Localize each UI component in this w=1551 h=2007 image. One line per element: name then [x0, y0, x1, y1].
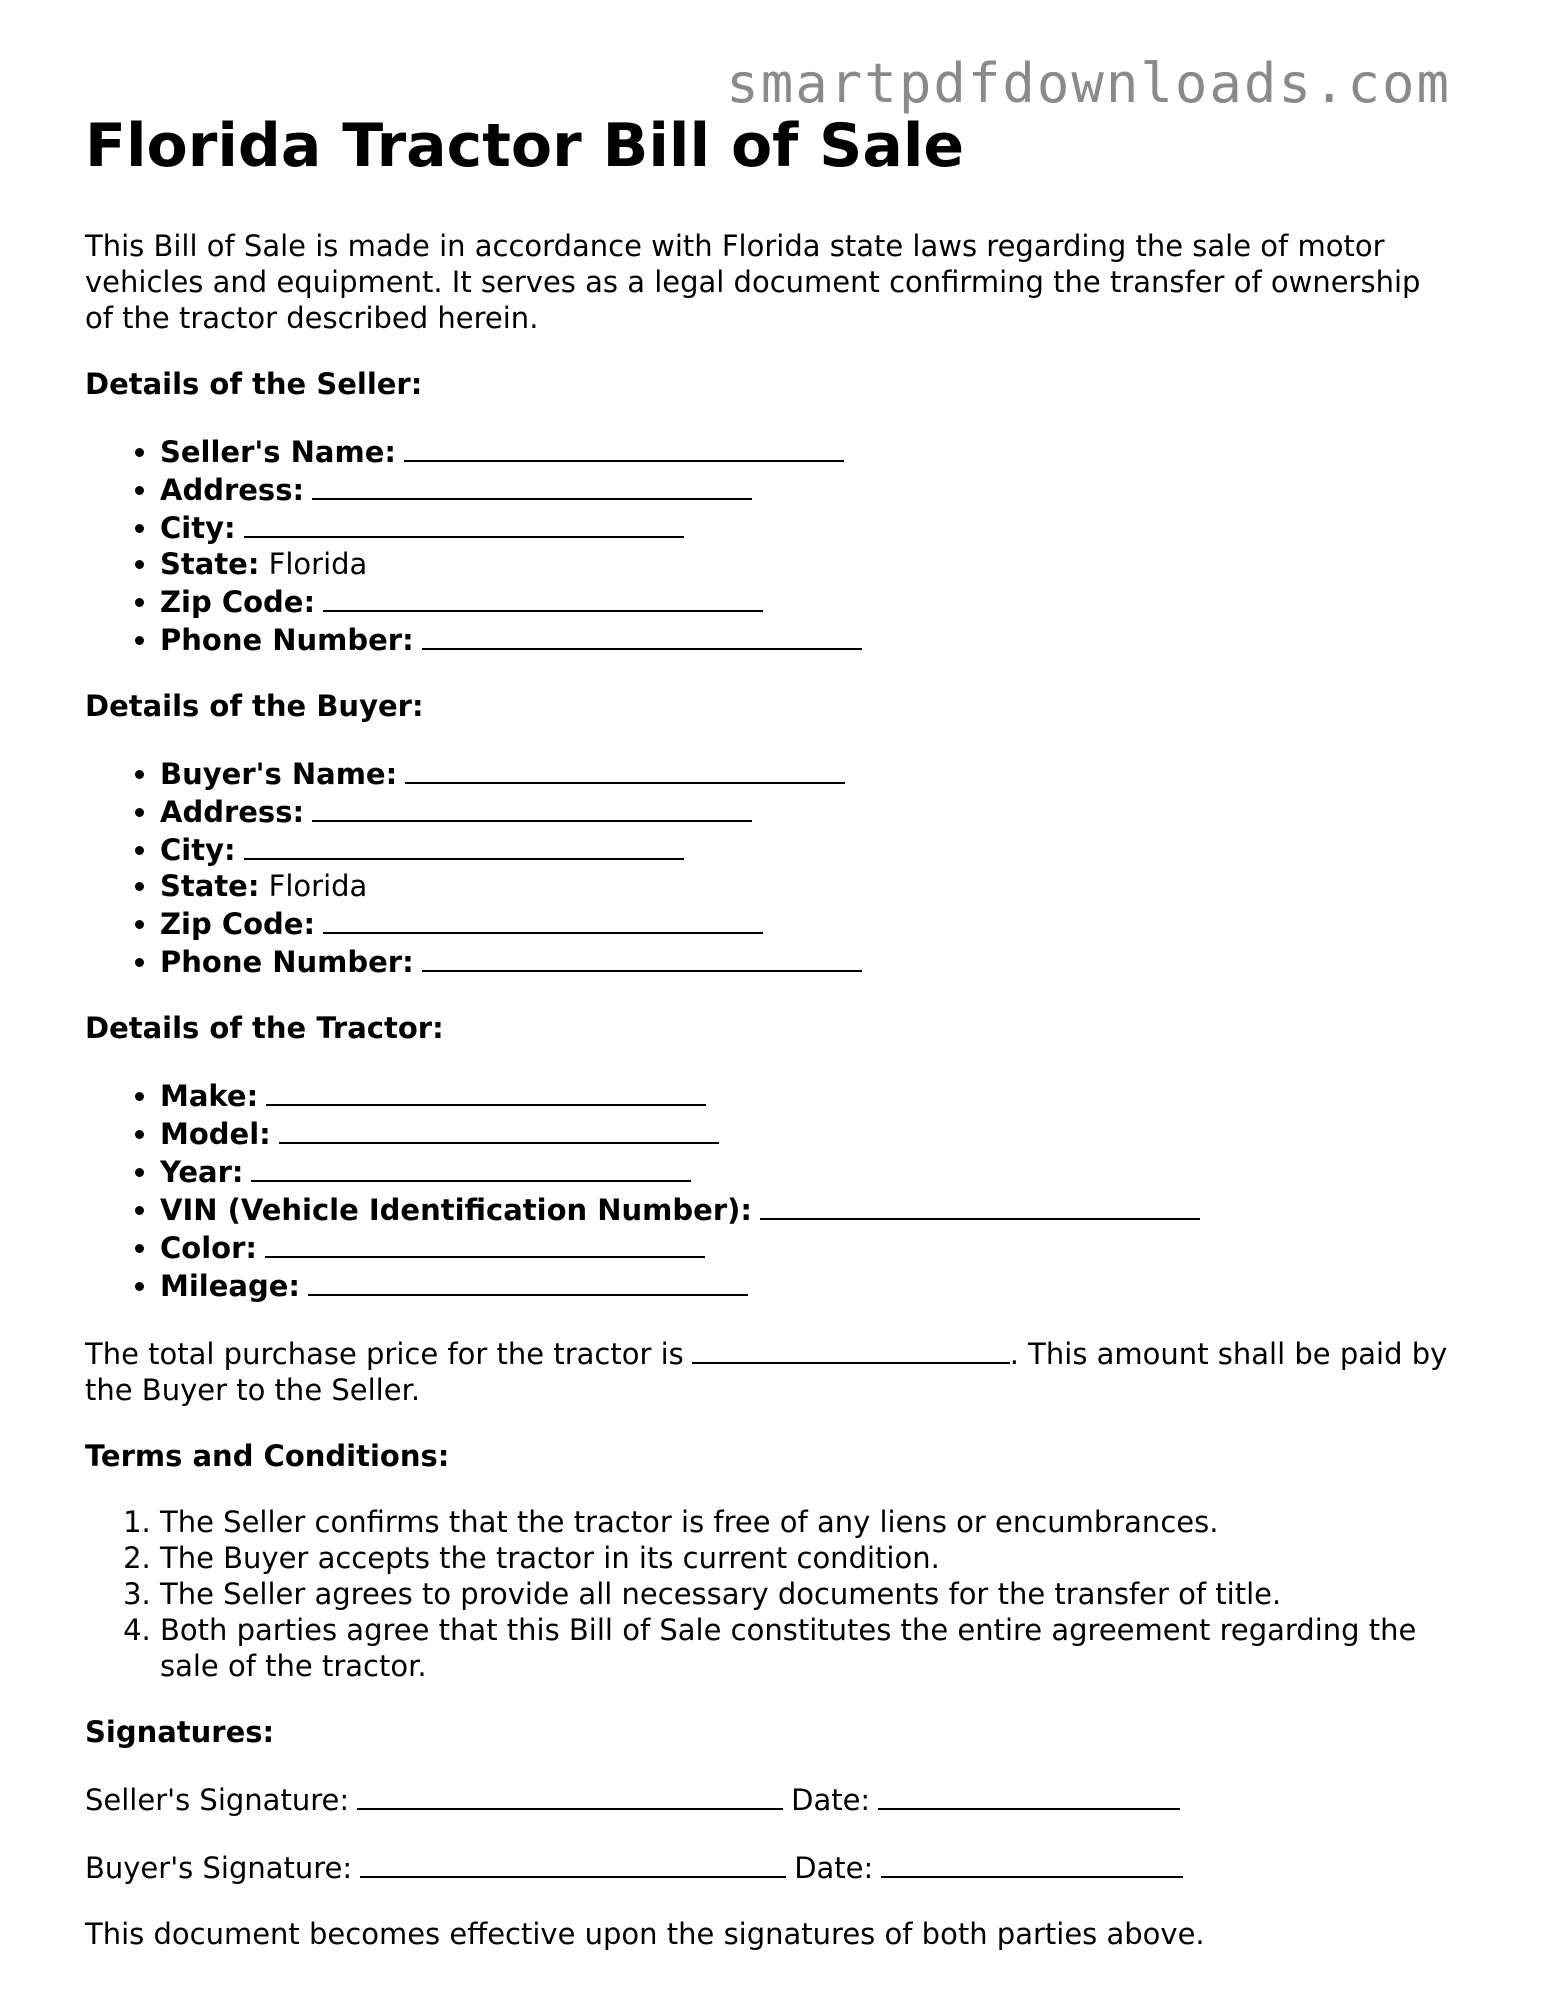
tractor-make-label: Make:: [160, 1079, 259, 1113]
tractor-vin-field[interactable]: [760, 1190, 1200, 1220]
seller-address-field[interactable]: [312, 470, 752, 500]
list-item: [160, 546, 1465, 582]
buyer-city-label: City:: [160, 833, 236, 867]
tractor-year-field[interactable]: [251, 1152, 691, 1182]
tractor-color-label: Color:: [160, 1231, 257, 1265]
list-item: [160, 1114, 1465, 1152]
intro-paragraph: This Bill of Sale is made in accordance with Florida state laws regarding the sale of motor vehicles and equipment. It serves as a legal document confirming the transfer of ownership of the tractor described herein.: [85, 229, 1421, 335]
seller-state-value: Florida: [268, 547, 368, 581]
seller-details-list: [85, 432, 1465, 658]
buyer-section-heading: Details of the Buyer:: [85, 689, 424, 723]
buyer-signature-line: [85, 1848, 1465, 1886]
terms-section-heading: Terms and Conditions:: [85, 1439, 450, 1473]
seller-zip-label: Zip Code:: [160, 585, 316, 619]
purchase-price-paragraph: [85, 1334, 1455, 1408]
buyer-signature-label: Buyer's Signature:: [85, 1851, 353, 1885]
tractor-color-field[interactable]: [265, 1228, 705, 1258]
buyer-zip-field[interactable]: [323, 904, 763, 934]
buyer-state-label: State:: [160, 869, 260, 903]
list-item: 1. The Seller confirms that the tractor is free of any liens or encumbrances.: [160, 1504, 1465, 1540]
buyer-state-value: Florida: [268, 869, 368, 903]
terms-list: [85, 1504, 1465, 1684]
price-text-before: The total purchase price for the tractor is: [85, 1337, 684, 1371]
list-item: [160, 1076, 1465, 1114]
buyer-phone-label: Phone Number:: [160, 945, 414, 979]
list-item: [160, 754, 1465, 792]
seller-date-label: Date:: [791, 1783, 871, 1817]
document-title: Florida Tractor Bill of Sale: [85, 111, 965, 181]
signatures-section-heading: Signatures:: [85, 1715, 275, 1749]
list-item: 4. Both parties agree that this Bill of Sale constitutes the entire agreement regarding the sale of the tractor.: [160, 1612, 1465, 1684]
list-item: [160, 582, 1465, 620]
seller-signature-label: Seller's Signature:: [85, 1783, 350, 1817]
seller-city-label: City:: [160, 511, 236, 545]
list-item: [160, 1228, 1465, 1266]
seller-phone-label: Phone Number:: [160, 623, 414, 657]
tractor-section-heading: Details of the Tractor:: [85, 1011, 444, 1045]
list-item: [160, 620, 1465, 658]
tractor-details-list: [85, 1076, 1465, 1304]
seller-zip-field[interactable]: [323, 582, 763, 612]
buyer-city-field[interactable]: [244, 830, 684, 860]
seller-city-field[interactable]: [244, 508, 684, 538]
seller-section-heading: Details of the Seller:: [85, 367, 423, 401]
buyer-date-label: Date:: [794, 1851, 874, 1885]
seller-name-label: Seller's Name:: [160, 435, 396, 469]
buyer-zip-label: Zip Code:: [160, 907, 316, 941]
tractor-vin-label: VIN (Vehicle Identification Number):: [160, 1193, 752, 1227]
seller-date-field[interactable]: [878, 1780, 1180, 1810]
list-item: [160, 432, 1465, 470]
closing-statement: This document becomes effective upon the signatures of both parties above.: [85, 1917, 1205, 1951]
seller-phone-field[interactable]: [422, 620, 862, 650]
list-item: [160, 904, 1465, 942]
watermark: smartpdfdownloads.com: [726, 52, 1451, 115]
buyer-details-list: [85, 754, 1465, 980]
purchase-price-field[interactable]: [692, 1334, 1010, 1364]
seller-state-label: State:: [160, 547, 260, 581]
buyer-address-field[interactable]: [312, 792, 752, 822]
tractor-mileage-label: Mileage:: [160, 1269, 301, 1303]
tractor-model-label: Model:: [160, 1117, 271, 1151]
price-text-after: . This amount shall be paid by the Buyer to the Seller.: [85, 1337, 1448, 1407]
buyer-signature-field[interactable]: [360, 1848, 786, 1878]
list-item: [160, 470, 1465, 508]
seller-signature-field[interactable]: [357, 1780, 783, 1810]
seller-address-label: Address:: [160, 473, 305, 507]
list-item: [160, 792, 1465, 830]
list-item: [160, 508, 1465, 546]
list-item: [160, 1266, 1465, 1304]
list-item: [160, 830, 1465, 868]
list-item: [160, 1152, 1465, 1190]
buyer-phone-field[interactable]: [422, 942, 862, 972]
buyer-name-label: Buyer's Name:: [160, 757, 398, 791]
tractor-model-field[interactable]: [279, 1114, 719, 1144]
list-item: 3. The Seller agrees to provide all necessary documents for the transfer of title.: [160, 1576, 1465, 1612]
seller-name-field[interactable]: [404, 432, 844, 462]
seller-signature-line: [85, 1780, 1465, 1818]
buyer-name-field[interactable]: [405, 754, 845, 784]
buyer-date-field[interactable]: [881, 1848, 1183, 1878]
tractor-make-field[interactable]: [266, 1076, 706, 1106]
list-item: [160, 1190, 1465, 1228]
list-item: [160, 868, 1465, 904]
tractor-mileage-field[interactable]: [308, 1266, 748, 1296]
tractor-year-label: Year:: [160, 1155, 244, 1189]
list-item: [160, 942, 1465, 980]
buyer-address-label: Address:: [160, 795, 305, 829]
list-item: 2. The Buyer accepts the tractor in its current condition.: [160, 1540, 1465, 1576]
document-page: [85, 106, 1465, 1952]
